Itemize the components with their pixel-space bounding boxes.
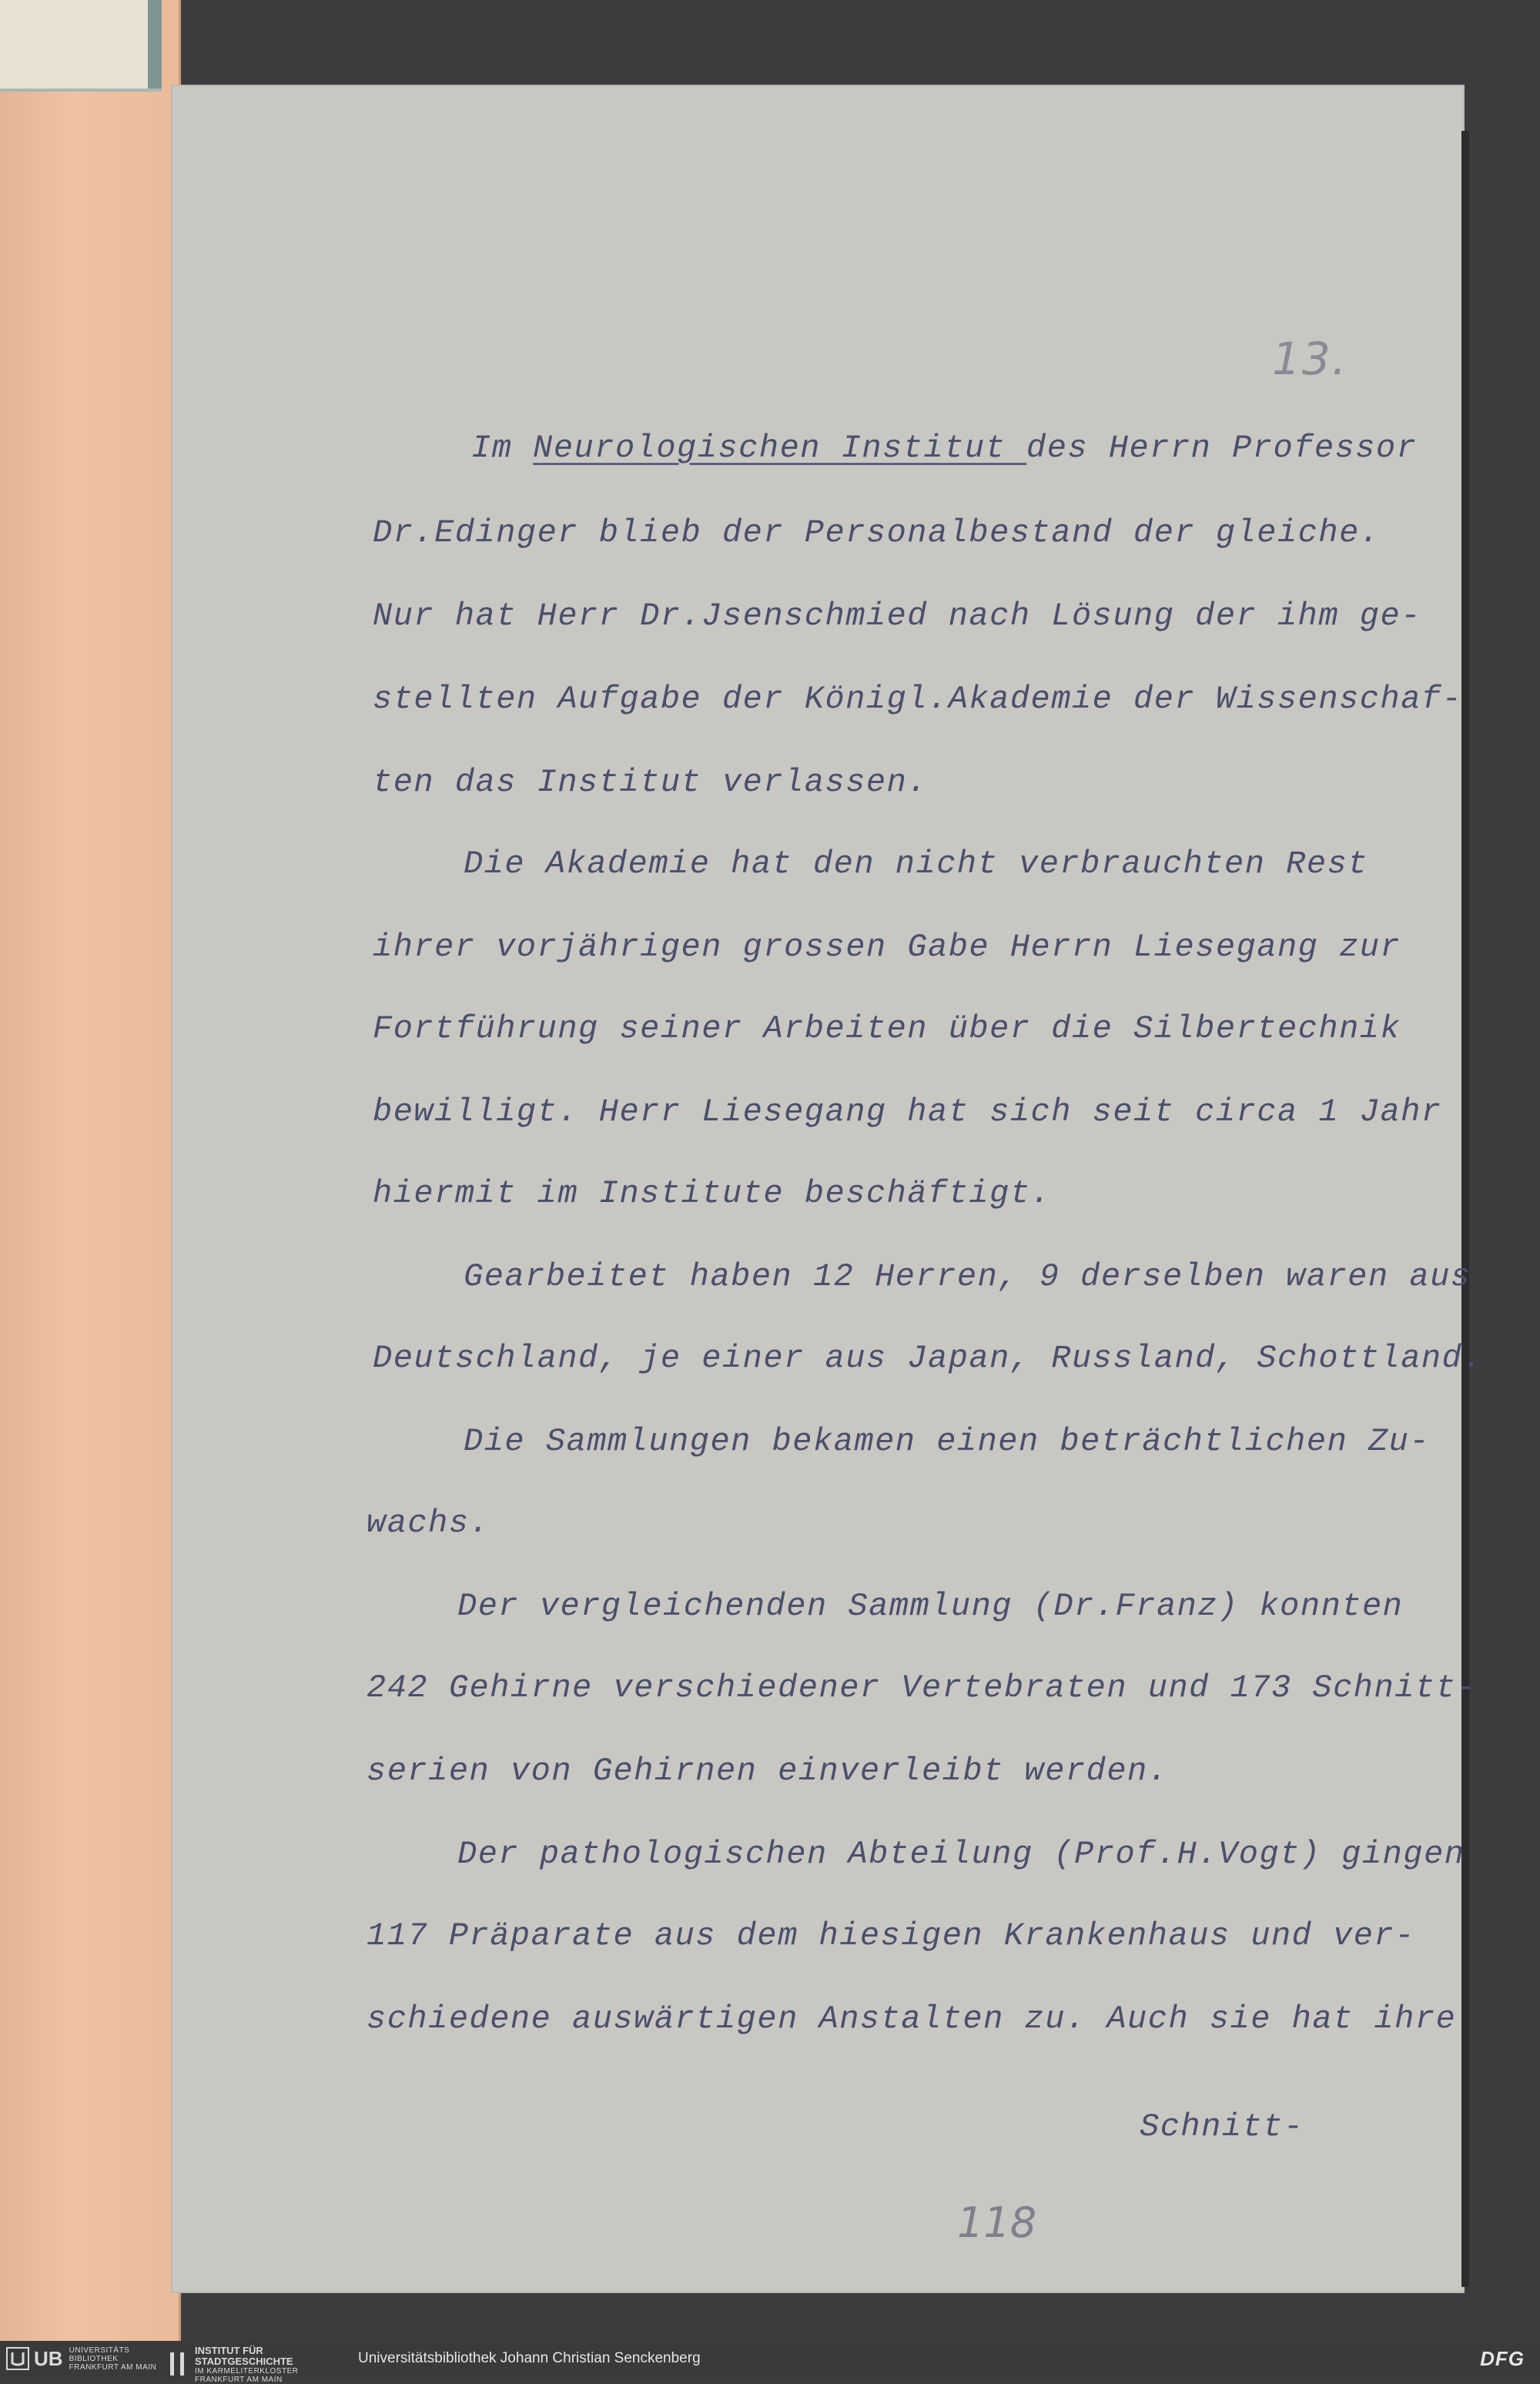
institute-line: IM KARMELITERKLOSTER <box>195 2367 299 2376</box>
ub-sub-line: FRANKFURT AM MAIN <box>69 2362 157 2372</box>
text-line: Fortführung seiner Arbeiten über die Silbertechnik <box>373 1010 1401 1047</box>
text-line: serien von Gehirnen einverleibt werden. <box>367 1753 1169 1790</box>
text-line: Nur hat Herr Dr.Jsenschmied nach Lösung der ihm ge- <box>373 598 1421 635</box>
text-line: Die Akademie hat den nicht verbrauchten Rest <box>464 845 1368 882</box>
text-line: schiedene auswärtigen Anstalten zu. Auch sie hat ihre <box>367 2001 1457 2037</box>
text-line: stellten Aufgabe der Königl.Akademie der Wissenschaf- <box>373 681 1463 718</box>
institute-text <box>195 2345 298 2384</box>
catchword: Schnitt- <box>1140 2108 1304 2145</box>
text-line: Deutschland, je einer aus Japan, Russland, Schottland. <box>373 1340 1484 1377</box>
text-line: Dr.Edinger blieb der Personalbestand der gleiche. <box>373 514 1381 551</box>
institute-line: INSTITUT FÜR <box>195 2345 263 2356</box>
ub-subtitle <box>69 2346 157 2372</box>
text-line: bewilligt. Herr Liesegang hat sich seit circa 1 Jahr <box>373 1093 1442 1130</box>
text-line: Gearbeitet haben 12 Herren, 9 derselben waren aus <box>464 1258 1471 1295</box>
institute-logo <box>166 2345 298 2384</box>
text-line: ten das Institut verlassen. <box>373 764 929 801</box>
text-line: hiermit im Institute beschäftigt. <box>373 1175 1052 1212</box>
institute-line: FRANKFURT AM MAIN <box>195 2376 283 2384</box>
library-name: Universitätsbibliothek Johann Christian Senckenberg <box>358 2350 701 2366</box>
institute-mark-icon <box>166 2352 189 2377</box>
folio-number-bottom: 118 <box>957 2198 1037 2247</box>
text-line: ihrer vorjährigen grossen Gabe Herrn Liesegang zur <box>373 929 1401 966</box>
text-line: Die Sammlungen bekamen einen beträchtlichen Zu- <box>464 1423 1431 1460</box>
text-line: wachs. <box>367 1505 490 1542</box>
folio-number-top: 13. <box>1272 333 1348 385</box>
ub-sub-line: UNIVERSITÄTS <box>69 2345 130 2355</box>
underlined-institute-name: Neurologischen Institut <box>533 430 1027 467</box>
institute-line: STADTGESCHICHTE <box>195 2356 293 2367</box>
text-fragment: des Herrn Professor <box>1026 430 1418 467</box>
ub-sub-line: BIBLIOTHEK <box>69 2354 119 2363</box>
text-fragment: Im <box>471 430 534 467</box>
ub-label: UB <box>34 2346 63 2370</box>
text-line: 117 Präparate aus dem hiesigen Krankenhaus und ver- <box>367 1917 1415 1954</box>
ub-logo-icon <box>6 2347 29 2370</box>
text-line: Der pathologischen Abteilung (Prof.H.Vogt) gingen <box>457 1836 1465 1873</box>
text-line: 242 Gehirne verschiedener Vertebraten und 173 Schnitt- <box>367 1669 1478 1706</box>
viewer-footer <box>0 2341 1540 2384</box>
text-line: Der vergleichenden Sammlung (Dr.Franz) konnten <box>457 1588 1404 1625</box>
ub-logo <box>6 2345 156 2372</box>
text-line <box>471 430 1417 467</box>
dfg-logo: DFG <box>1480 2347 1525 2370</box>
